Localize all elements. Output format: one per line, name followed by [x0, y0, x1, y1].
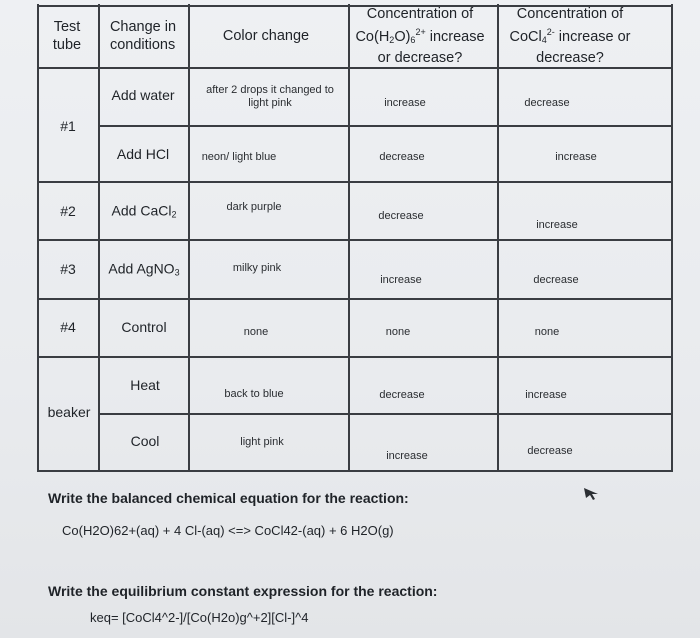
conc2-cell: none	[534, 326, 560, 338]
tube-label: #3	[60, 261, 76, 277]
header-concentration-cocl4: Concentration of CoCl$_4^{2-}$ increase or decrease?	[509, 6, 631, 66]
conc2-cell: decrease	[533, 274, 579, 286]
question-balanced-equation: Write the balanced chemical equation for the reaction:	[48, 490, 409, 506]
conc1-cell: decrease	[378, 210, 424, 222]
header-change-in-conditions: Change in conditions	[109, 19, 177, 53]
conc1-cell: decrease	[379, 151, 425, 163]
color-change-cell: back to blue	[224, 388, 284, 400]
table-border	[98, 413, 673, 415]
color-change-cell: light pink	[240, 436, 284, 448]
tube-label: beaker	[47, 404, 91, 420]
conc1-cell: decrease	[379, 389, 425, 401]
table-border	[671, 4, 673, 472]
conc2-cell: increase	[536, 219, 578, 231]
conc1-cell: increase	[380, 274, 422, 286]
table-border	[188, 4, 190, 472]
question-equilibrium-expression: Write the equilibrium constant expression for the reaction:	[48, 583, 438, 599]
table-border	[37, 239, 673, 241]
color-change-cell: dark purple	[226, 201, 282, 213]
table-border	[348, 4, 350, 472]
table-border	[98, 125, 673, 127]
conc2-cell: decrease	[527, 445, 573, 457]
table-border	[37, 181, 673, 183]
condition-cell: Cool	[130, 433, 160, 449]
conc2-cell: increase	[525, 389, 567, 401]
condition-cell: Heat	[130, 377, 160, 393]
color-change-cell: neon/ light blue	[201, 151, 277, 163]
conc1-cell: none	[385, 326, 411, 338]
color-change-cell: milky pink	[232, 262, 282, 274]
condition-cell: Add HCl	[116, 146, 170, 162]
table-border	[98, 4, 100, 472]
tube-label: #1	[60, 118, 76, 134]
conc1-cell: increase	[384, 97, 426, 109]
table-border	[37, 67, 673, 69]
table-border	[497, 4, 499, 472]
table-border	[37, 298, 673, 300]
condition-cell: Control	[121, 319, 167, 335]
color-change-cell: after 2 drops it changed to light pink	[206, 84, 334, 109]
table-border	[37, 4, 39, 472]
color-change-cell: none	[243, 326, 269, 338]
conc2-cell: decrease	[524, 97, 570, 109]
header-color-change: Color change	[222, 28, 310, 44]
mouse-pointer-icon	[582, 485, 604, 501]
answer-balanced-equation: Co(H2O)62+(aq) + 4 Cl-(aq) <=> CoCl42-(aq) + 6 H2O(g)	[62, 523, 394, 538]
tube-label: #4	[60, 319, 76, 335]
answer-equilibrium-expression: keq= [CoCl4^2-]/[Co(H2o)g^+2][Cl-]^4	[90, 610, 309, 625]
condition-cell: Add water	[111, 87, 175, 103]
table-border	[37, 470, 673, 472]
tube-label: #2	[60, 203, 76, 219]
conc1-cell: increase	[386, 450, 428, 462]
condition-cell: Add CaCl$_2$	[111, 202, 177, 220]
table-border	[37, 356, 673, 358]
condition-cell: Add AgNO$_3$	[108, 260, 180, 278]
header-test-tube: Test tube	[52, 19, 82, 53]
conc2-cell: increase	[555, 151, 597, 163]
header-concentration-co-h2o: Concentration of $Co(H_2O)_6^{2+}$ increase or decrease?	[355, 6, 485, 66]
